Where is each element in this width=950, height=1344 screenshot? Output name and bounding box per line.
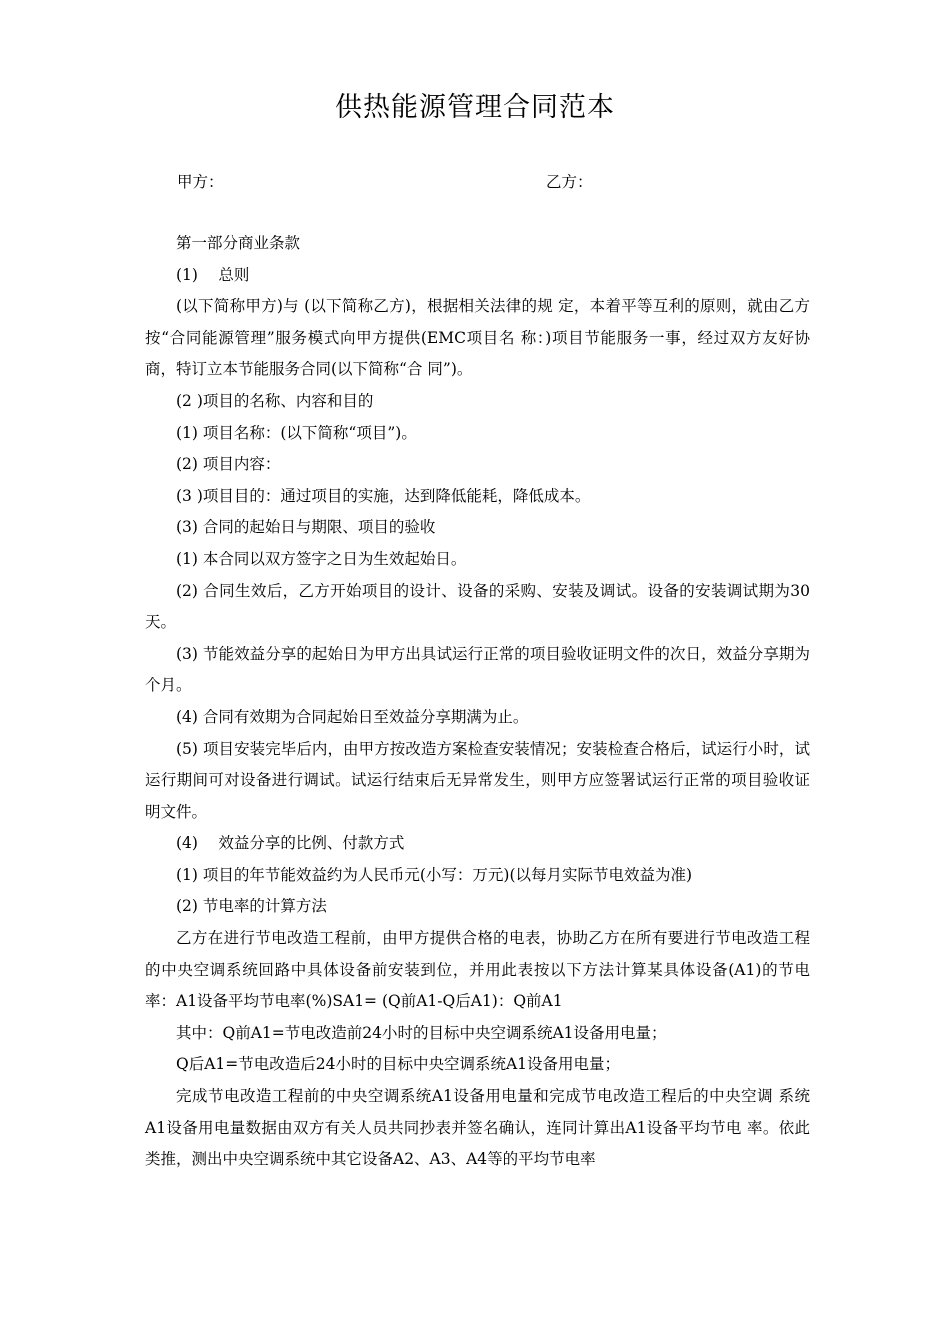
list-item: (1) 项目名称：(以下简称“项目”)。: [176, 423, 417, 442]
list-item: (3 )项目目的：通过项目的实施，达到降低能耗，降低成本。: [176, 486, 591, 505]
clause-heading: (1) 总则: [176, 265, 250, 284]
party-b-label: 乙方：: [546, 173, 593, 191]
document-title: 供热能源管理合同范本: [335, 92, 615, 123]
list-item: (2) 项目内容：: [176, 455, 281, 474]
party-a-label: 甲方：: [177, 173, 224, 191]
list-item: (2) 节电率的计算方法: [176, 897, 327, 916]
clause-heading: (4) 效益分享的比例、付款方式: [176, 834, 405, 853]
paragraph: 完成节电改造工程前的中央空调系统A1设备用电量和完成节电改造工程后的中央空调 系统A1设备用电量数据由双方有关人员共同抄表并签名确认，连同计算出A1设备平均节电 率。依此类推，测出中央空调系统中其它设备A2、A3、A4等的平均节电率: [145, 1087, 810, 1169]
list-item: (3) 节能效益分享的起始日为甲方出具试运行正常的项目验收证明文件的次日，效益分享期为个月。: [145, 644, 810, 695]
list-item: (5) 项目安装完毕后内，由甲方按改造方案检查安装情况；安装检查合格后，试运行小时，试运行期间可对设备进行调试。试运行结束后无异常发生，则甲方应签署试运行正常的项目验收证明文件。: [145, 739, 810, 821]
list-item: (1) 本合同以双方签字之日为生效起始日。: [176, 549, 467, 568]
section-heading: 第一部分商业条款: [176, 234, 301, 252]
list-item: (4) 合同有效期为合同起始日至效益分享期满为止。: [176, 707, 529, 726]
paragraph: 乙方在进行节电改造工程前，由甲方提供合格的电表，协助乙方在所有要进行节电改造工程的中央空调系统回路中具体设备前安装到位，并用此表按以下方法计算某具体设备(A1)的节电率：A1设备平均节电率(%)SA1= (Q前A1-Q后A1)：Q前A1: [145, 929, 810, 1011]
paragraph: (以下简称甲方)与 (以下简称乙方)，根据相关法律的规 定，本着平等互利的原则，就由乙方按“合同能源管理”服务模式向甲方提供(EMC项目名 称：)项目节能服务一事，经过双方友好协商，特订立本节能服务合同(以下简称“合 同”)。: [145, 297, 810, 379]
list-item: (2) 合同生效后，乙方开始项目的设计、设备的采购、安装及调试。设备的安装调试期为30天。: [145, 581, 810, 632]
paragraph: 其中：Q前A1=节电改造前24小时的目标中央空调系统A1设备用电量；: [176, 1023, 667, 1042]
paragraph: Q后A1=节电改造后24小时的目标中央空调系统A1设备用电量；: [176, 1055, 621, 1074]
clause-heading: (3) 合同的起始日与期限、项目的验收: [176, 518, 436, 537]
clause-heading: (2 )项目的名称、内容和目的: [176, 391, 374, 410]
contract-body: [145, 228, 810, 1176]
list-item: (1) 项目的年节能效益约为人民币元(小写：万元)(以每月实际节电效益为准): [176, 865, 693, 884]
